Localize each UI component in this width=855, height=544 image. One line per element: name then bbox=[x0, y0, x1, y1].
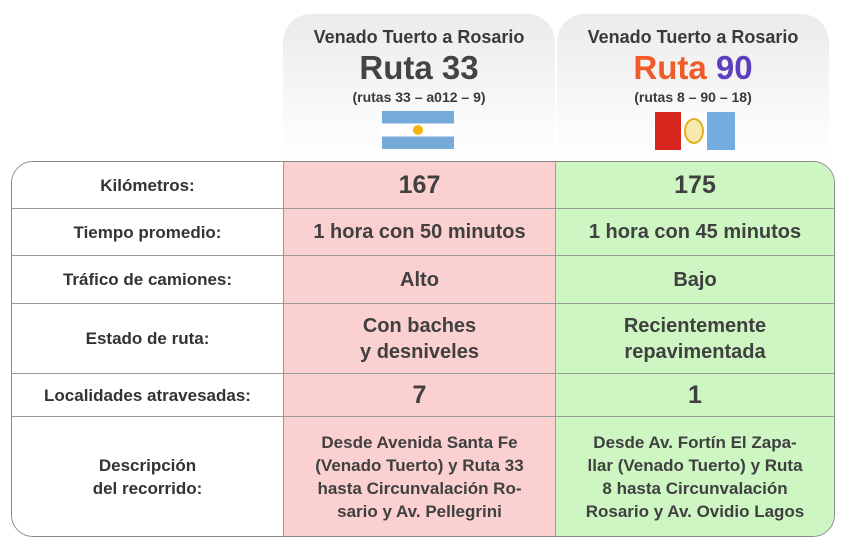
row-label-descripcion: Descripción del recorrido: bbox=[12, 417, 284, 536]
row-label-trafico: Tráfico de camiones: bbox=[12, 256, 284, 304]
row-label-localidades: Localidades atravesadas: bbox=[12, 374, 284, 417]
header-routes: (rutas 33 – a012 – 9) bbox=[352, 89, 486, 105]
cell-ruta90-tiempo: 1 hora con 45 minutos bbox=[556, 209, 834, 256]
argentina-flag-icon bbox=[382, 111, 454, 149]
header-ruta-33 bbox=[283, 14, 555, 164]
santa-fe-flag-icon bbox=[655, 112, 735, 150]
cell-ruta90-descripcion: Desde Av. Fortín El Zapa- llar (Venado Tuerto) y Ruta 8 hasta Circunvalación Rosario y Av. Ovidio Lagos bbox=[556, 417, 834, 536]
header-subtitle: Venado Tuerto a Rosario bbox=[313, 27, 525, 47]
row-label-kilometros: Kilómetros: bbox=[12, 162, 284, 209]
cell-ruta33-tiempo: 1 hora con 50 minutos bbox=[284, 209, 556, 256]
cell-ruta90-localidades: 1 bbox=[556, 374, 834, 417]
cell-ruta33-descripcion: Desde Avenida Santa Fe (Venado Tuerto) y Ruta 33 hasta Circunvalación Ro- sario y Av. Pellegrini bbox=[284, 417, 556, 536]
cell-ruta90-kilometros: 175 bbox=[556, 162, 834, 209]
cell-ruta33-kilometros: 167 bbox=[284, 162, 556, 209]
header-title: Ruta 33 bbox=[359, 49, 479, 86]
cell-ruta90-trafico: Bajo bbox=[556, 256, 834, 304]
row-label-tiempo: Tiempo promedio: bbox=[12, 209, 284, 256]
cell-ruta33-localidades: 7 bbox=[284, 374, 556, 417]
row-label-estado: Estado de ruta: bbox=[12, 304, 284, 374]
header-ruta-90 bbox=[557, 14, 829, 164]
cell-ruta90-estado: Recientemente repavimentada bbox=[556, 304, 834, 374]
header-routes: (rutas 8 – 90 – 18) bbox=[634, 89, 752, 105]
header-subtitle: Venado Tuerto a Rosario bbox=[587, 27, 799, 47]
cell-ruta33-trafico: Alto bbox=[284, 256, 556, 304]
header-title: Ruta 90 bbox=[633, 49, 753, 86]
cell-ruta33-estado: Con baches y desniveles bbox=[284, 304, 556, 374]
comparison-table bbox=[11, 161, 835, 537]
